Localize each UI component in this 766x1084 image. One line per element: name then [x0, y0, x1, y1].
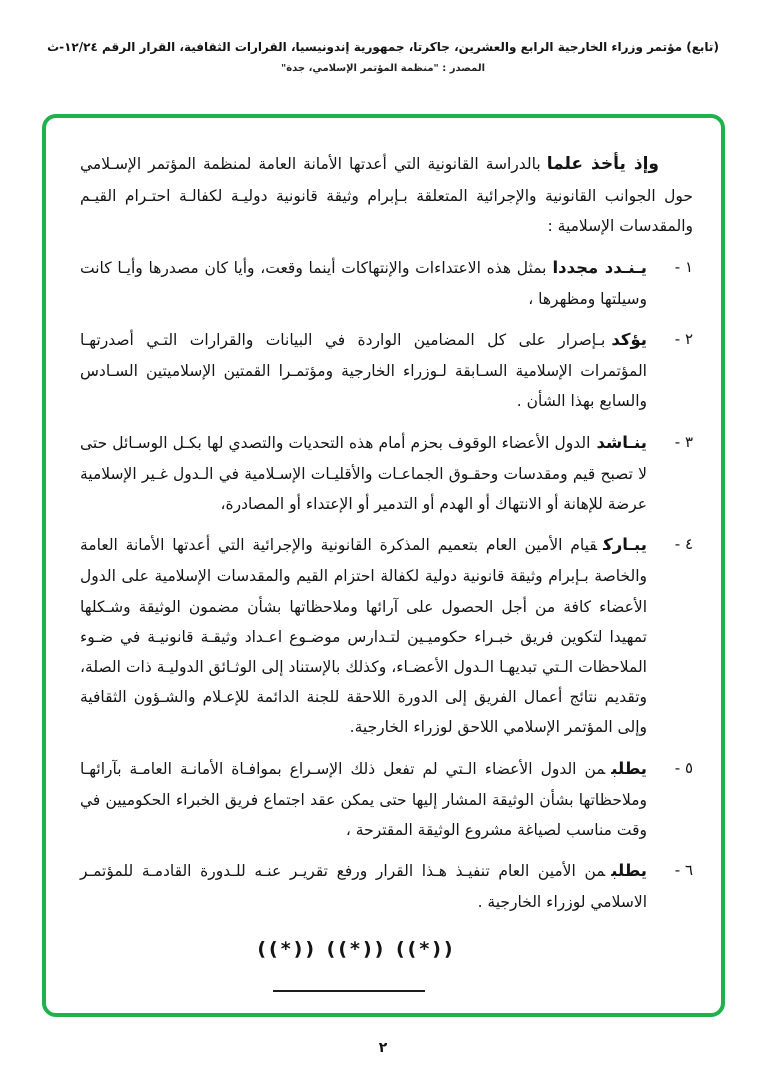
item-number: ٦ -	[674, 861, 693, 880]
item-body: من الأمين العام تنفيـذ هـذا القرار ورفع تقريـر عنـه للـدورة القادمـة للمؤتمـر الاسلامي لوزراء الخارجية .	[80, 862, 647, 912]
item-lead: يطلب	[611, 758, 647, 778]
header-title-line: (تابع) مؤتمر وزراء الخارجية الرابع والعشرين، جاكرتا، جمهورية إندونيسيا، القرارات الثقافية، القرار الرقم ١٢/٢٤-ث	[47, 40, 719, 54]
header-source-line: المصدر : "منظمة المؤتمر الإسلامي، جدة"	[280, 63, 485, 74]
item-lead: ينـاشد	[596, 432, 647, 452]
item-body: قيام الأمين العام بتعميم المذكرة القانونية والإجرائية التي أعدتها الأمانة العامة والخاصة بـإبرام وثيقة قانونية دولية لكفالة احتزام القيم والمقدسات الإسلامية على الدول الأعضاء كافة من أجل الحصول على آرائها وملاحظاتها بشأن مضمون الوثيقة وشـكلها تمهيدا لتكوين فريق خبـراء حكوميـين لتـدارس موضـوع اعـداد وثيقـة قانونيـة في ضـوء الملاحظات الـتي تبديهـا الـدول الأعضـاء، وكذلك بالإستناد إلى الوثـائق الدوليـة ذات الصلة، وتقديم نتائج أعمال الفريق إلى الدورة اللاحقة للجنة الدائمة للإعـلام والشـؤون الثقافية وإلى المؤتمر الإسلامي اللاحق لوزراء الخارجية.	[80, 536, 647, 737]
item-text	[80, 324, 647, 417]
content-border-box	[42, 114, 725, 1017]
item-lead: يبـارك	[603, 535, 647, 555]
list-item	[80, 252, 693, 314]
item-lead: يطلب	[611, 861, 647, 881]
item-number: ٥ -	[674, 758, 693, 777]
list-item	[80, 855, 693, 917]
end-rule-line	[273, 990, 425, 992]
item-text	[80, 855, 647, 917]
document-body	[46, 118, 721, 1013]
document-header	[20, 40, 746, 74]
page-number: ٢	[378, 1040, 388, 1056]
list-item	[80, 529, 693, 742]
intro-text: بالدراسة القانونية التي أعدتها الأمانة العامة لمنظمة المؤتمر الإسـلامي حول الجوانب القانونية والإجرائية المتعلقة بـإبرام وثيقة قانونية دوليـة لكفالـة احتـرام القيـم والمقدسات الإسلامية :	[80, 155, 693, 236]
item-text	[80, 753, 647, 846]
item-lead: يؤكد	[611, 329, 647, 349]
list-item	[80, 753, 693, 846]
list-item	[80, 324, 693, 417]
item-number: ٤ -	[674, 535, 693, 554]
item-text	[80, 427, 647, 520]
item-text	[80, 529, 647, 742]
item-body: الدول الأعضاء الوقوف بحزم أمام هذه التحديات والتصدي لها بكـل الوسـائل حتى لا تصبح قيم ومقدسات وحقـوق الجماعـات والأقليـات الإسـلامية في الـدول غـير الإسلامية عرضة للإهانة أو الانتهاك أو الهدم أو التدمير أو الإعتداء أو المصادرة،	[80, 433, 647, 513]
item-number: ٣ -	[674, 432, 693, 451]
item-number: ٢ -	[674, 329, 693, 348]
resolution-clauses	[80, 252, 693, 918]
item-body: بمثل هذه الاعتداءات والإنتهاكات أينما وقعت، وأيا كان مصدرها وأيـا كانت وسيلتها ومظهرها ،	[80, 258, 647, 308]
item-lead: يـنـدد مجددا	[552, 257, 648, 277]
intro-lead-phrase: وإذ يأخذ علما	[546, 154, 659, 174]
intro-paragraph	[80, 148, 693, 242]
list-item	[80, 427, 693, 520]
ornament-separator: ((*)) ((*)) ((*))	[257, 937, 456, 960]
item-body: بـإصرار على كل المضامين الواردة في البيانات والقرارات التـي أصدرتهـا المؤتمرات الإسلامية السـابقة لـوزراء الخارجية ومؤتمـرا القمتين الإسلاميتين السـادس والسابع بهذا الشأن .	[80, 330, 647, 411]
item-body: من الدول الأعضاء الـتي لم تفعل ذلك الإسـراع بموافـاة الأمانـة العامـة بآرائهـا وملاحظاتها بشأن الوثيقة المشار إليها حتى يمكن عقد اجتماع فريق الخبراء الحكوميين في وقت مناسب لصياغة مشروع الوثيقة المقترحة ،	[80, 759, 647, 840]
item-text	[80, 252, 647, 314]
item-number: ١ -	[674, 257, 693, 276]
